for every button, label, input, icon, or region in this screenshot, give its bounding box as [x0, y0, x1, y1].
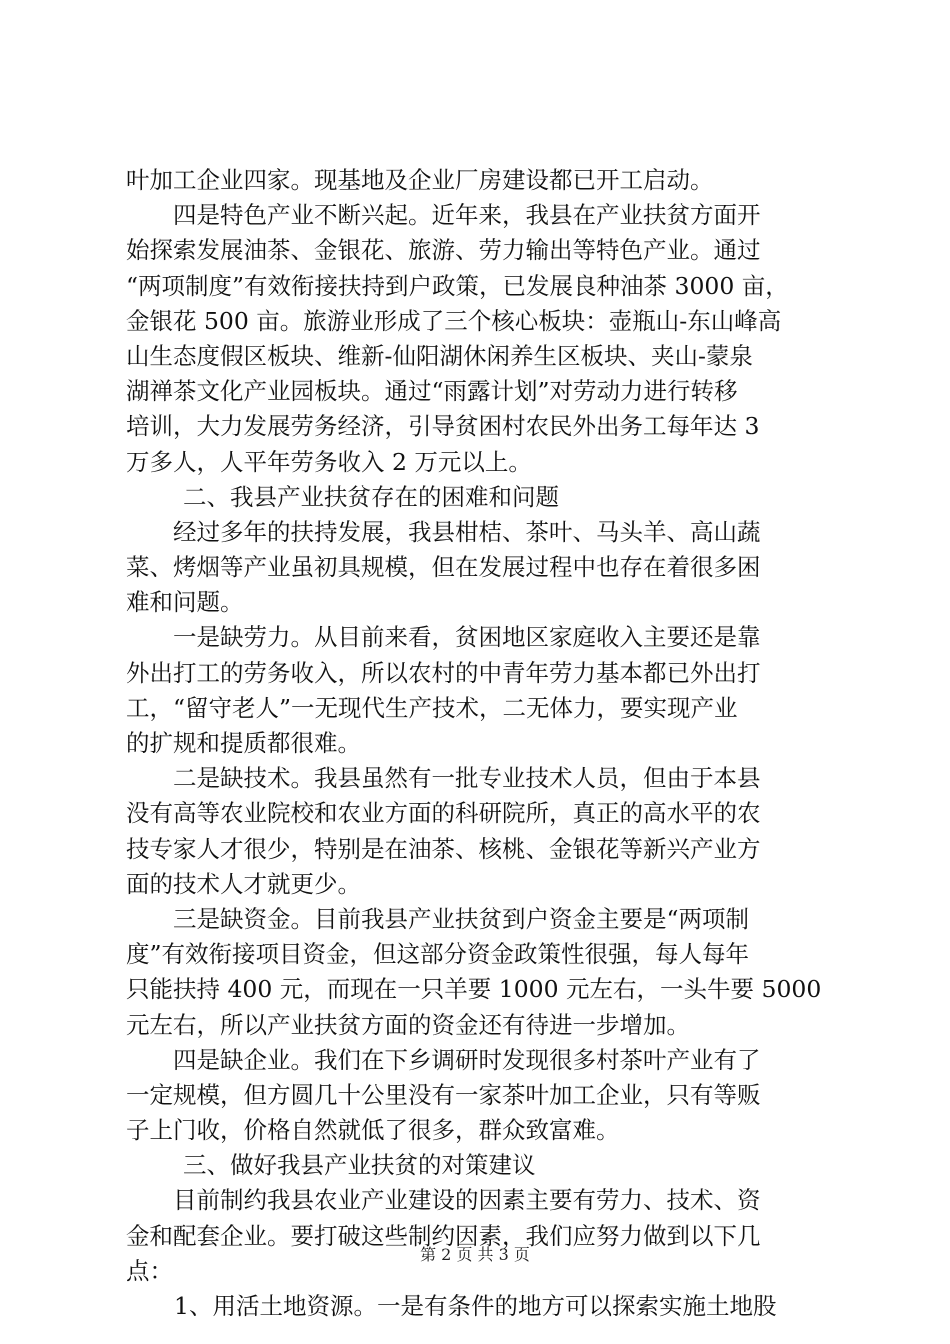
text-line: 元左右，所以产业扶贫方面的资金还有待进一步增加。	[126, 1010, 690, 1039]
text-line: 没有高等农业院校和农业方面的科研院所，真正的高水平的农	[126, 799, 761, 828]
section-heading: 二、我县产业扶贫存在的困难和问题	[183, 482, 559, 511]
text-line: “两项制度”有效衔接扶持到户政策，已发展良种油茶 3000 亩，	[126, 271, 789, 300]
text-line: 面的技术人才就更少。	[126, 869, 361, 898]
text-line: 菜、烤烟等产业虽初具规模，但在发展过程中也存在着很多困	[126, 553, 761, 582]
text-line: 度”有效衔接项目资金，但这部分资金政策性很强，每人每年	[126, 940, 750, 969]
paragraph-first-line: 一是缺劳力。从目前来看，贫困地区家庭收入主要还是靠	[173, 623, 761, 652]
text-line: 工，“留守老人”一无现代生产技术，二无体力，要实现产业	[126, 693, 738, 722]
text-line: 子上门收，价格自然就低了很多，群众致富难。	[126, 1116, 620, 1145]
text-line: 湖禅茶文化产业园板块。通过“雨露计划”对劳动力进行转移	[126, 377, 738, 406]
paragraph-first-line: 四是缺企业。我们在下乡调研时发现很多村茶叶产业有了	[173, 1045, 761, 1074]
text-line: 金和配套企业。要打破这些制约因素，我们应努力做到以下几	[126, 1221, 761, 1250]
text-line: 万多人，人平年劳务收入 2 万元以上。	[126, 447, 532, 476]
text-line: 的扩规和提质都很难。	[126, 729, 361, 757]
text-line: 只能扶持 400 元，而现在一只羊要 1000 元左右，一头牛要 5000	[126, 975, 822, 1004]
text-line: 技专家人才很少，特别是在油茶、核桃、金银花等新兴产业方	[126, 834, 761, 863]
text-line: 点：	[126, 1256, 173, 1285]
page-number-footer: 第 2 页 共 3 页	[420, 1245, 530, 1264]
section-heading: 三、做好我县产业扶贫的对策建议	[183, 1151, 536, 1180]
paragraph-first-line: 二是缺技术。我县虽然有一批专业技术人员，但由于本县	[173, 764, 761, 793]
text-line: 山生态度假区板块、维新-仙阳湖休闲养生区板块、夹山-蒙泉	[126, 341, 753, 370]
text-line: 叶加工企业四家。现基地及企业厂房建设都已开工启动。	[126, 166, 714, 194]
text-line: 一定规模，但方圆几十公里没有一家茶叶加工企业，只有等贩	[126, 1080, 761, 1109]
paragraph-first-line: 经过多年的扶持发展，我县柑桔、茶叶、马头羊、高山蔬	[173, 517, 761, 546]
text-line: 难和问题。	[126, 588, 244, 617]
paragraph-first-line: 三是缺资金。目前我县产业扶贫到户资金主要是“两项制	[173, 904, 750, 933]
paragraph-first-line: 1、用活土地资源。一是有条件的地方可以探索实施土地股	[174, 1292, 777, 1320]
text-line: 外出打工的劳务收入，所以农村的中青年劳力基本都已外出打	[126, 658, 761, 687]
text-line: 始探索发展油茶、金银花、旅游、劳力输出等特色产业。通过	[126, 236, 761, 265]
document-body	[126, 163, 834, 1324]
text-line: 培训，大力发展劳务经济，引导贫困村农民外出务工每年达 3	[126, 412, 760, 441]
paragraph-first-line: 四是特色产业不断兴起。近年来，我县在产业扶贫方面开	[173, 201, 761, 230]
paragraph-first-line: 目前制约我县农业产业建设的因素主要有劳力、技术、资	[173, 1186, 761, 1215]
text-line: 金银花 500 亩。旅游业形成了三个核心板块：壶瓶山-东山峰高	[126, 306, 782, 335]
